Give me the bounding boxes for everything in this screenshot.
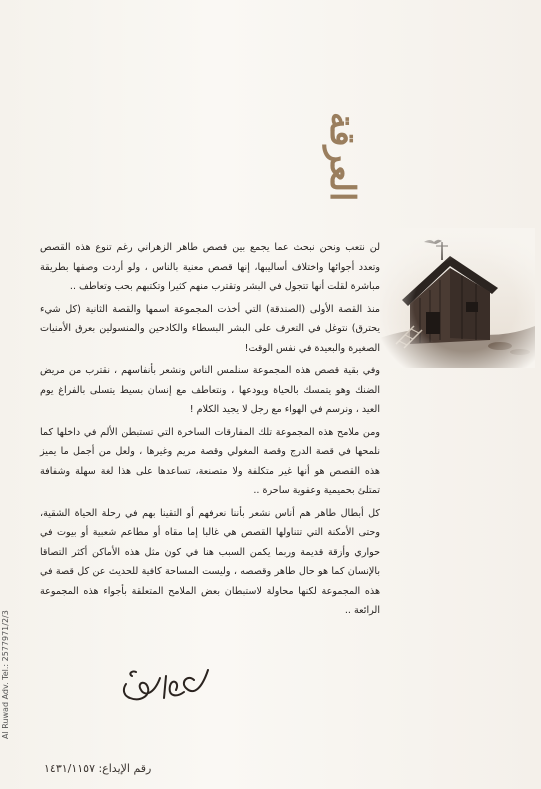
printer-stamp: Al Ruwad Adv. Tel.: 2577971/2/3: [1, 610, 10, 740]
paragraph: منذ القصة الأولى (الصندقة) التي أخذت المجموعة اسمها والقصة الثانية (كل شيء يحترق) نتوغل في التعرف على البشر البسطاء والكادحين والمنسولين بعرق الأمنيات الصغيرة والبعيدة في نفس الوقت!: [40, 303, 380, 354]
paragraph: وفي بقية قصص هذه المجموعة سنلمس الناس ونشعر بأنفاسهم ، نقترب من مريض الضنك وهو يتمسك بالحياة ويودعها ، ونتعاطف مع إنسان بسيط يتسلى بالفراغ يوم العيد ، ونرسم في الهواء مع رجل لا يجيد الكلام !: [40, 365, 380, 415]
deposit-number: رقم الإيداع: ١٤٣١/١١٥٧: [44, 762, 152, 775]
paragraph: ومن ملامح هذه المجموعة تلك المفارقات الساخرة التي تستبطن الألم في داخلها كما نلمحها في قصة الدرج وقصة المغولي وقصة مريم وغيرها ، ولعل من أجمل ما يميز هذه القصص هو أنها غير متكلفة ولا متصنعة، تساعدها على هذا لغة سهلة وشفافة تمتلئ بحميمية وعفوية ساحرة ..: [40, 426, 380, 496]
blurb-text: [40, 238, 380, 622]
paragraph: كل أبطال طاهر هم أناس نشعر بأننا نعرفهم أو التقينا بهم في رحلة الحياة الشقية، وحتى الأمكنة التي تتناولها القصص هي غالبا إما مقاه أو مطاعم شعبية أو بيوت في حواري وأزقة قديمة وربما يكمن السبب هنا في كون مثل هذه الأماكن أكثر التصاقا بالإنسان كما هو حال طاهر وقصصه ، وليست المساحة كافية للحديث عن كل قصة في هذه المجموعة لكنها محاولة لاستبطان بعض الملامح المتعلقة بأجواء هذه المجموعة الرائعة ..: [40, 507, 380, 616]
paragraph: لن نتعب ونحن نبحث عما يجمع بين قصص طاهر الزهراني رغم تنوع هذه القصص وتعدد أجوائها واختلاف أساليبها، إنها قصص معنية بالناس ، ولو أردت وصفها بطريقة مباشرة لقلت أنها تتجول في البشر وتقترب منهم كثيرا وتكتبهم بحب وتعاطف ..: [40, 242, 380, 292]
author-signature: [110, 658, 220, 708]
cover-photo: [380, 228, 535, 368]
book-title-calligraphy: العرقة: [322, 112, 362, 202]
